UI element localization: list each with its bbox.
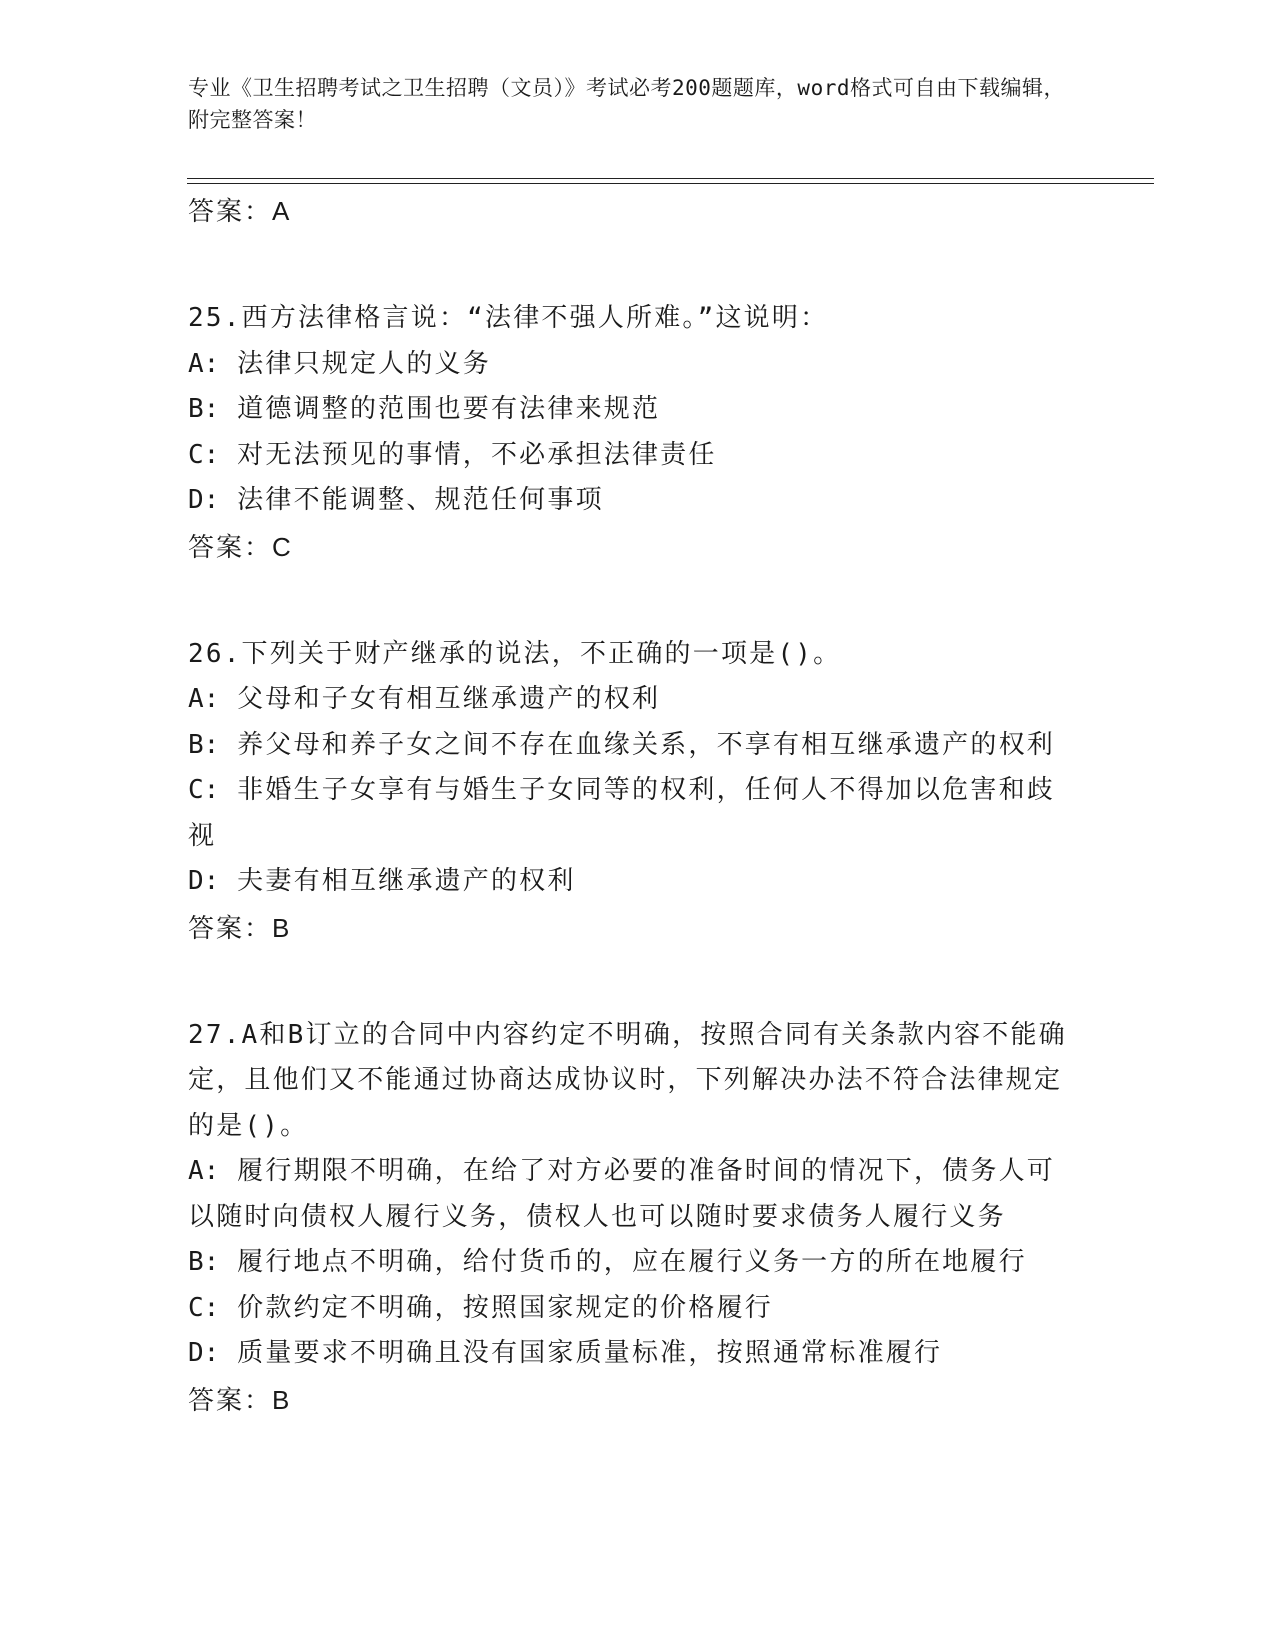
option-a xyxy=(188,342,1068,388)
document-body xyxy=(188,188,1088,1423)
option-letter: D: xyxy=(188,866,220,896)
answer-label: 答案： xyxy=(188,196,273,226)
option-b xyxy=(188,723,1068,769)
option-letter: B: xyxy=(188,1247,220,1277)
question-answer xyxy=(188,524,1088,570)
option-b xyxy=(188,1240,1068,1286)
option-text: 履行期限不明确，在给了对方必要的准备时间的情况下，债务人可以随时向债权人履行义务，债权人也可以随时要求债务人履行义务 xyxy=(188,1156,1055,1232)
header-description: 专业《卫生招聘考试之卫生招聘（文员）》考试必考200题题库，word格式可自由下载编辑，附完整答案！ xyxy=(188,76,1065,132)
option-letter: A: xyxy=(188,348,220,379)
option-a xyxy=(188,1149,1068,1240)
answer-value: A xyxy=(272,196,291,226)
answer-label: 答案： xyxy=(188,531,273,562)
option-d xyxy=(188,1331,1068,1377)
option-text: 法律只规定人的义务 xyxy=(237,348,491,379)
option-text: 法律不能调整、规范任何事项 xyxy=(237,485,604,515)
option-letter: D: xyxy=(188,1338,220,1368)
answer-value: B xyxy=(272,1384,291,1415)
header-divider-bottom xyxy=(187,183,1154,184)
option-text: 夫妻有相互继承遗产的权利 xyxy=(237,866,576,896)
option-c xyxy=(188,1286,1068,1332)
option-c xyxy=(188,768,1068,859)
option-letter: B: xyxy=(188,394,220,424)
option-text: 非婚生子女享有与婚生子女同等的权利，任何人不得加以危害和歧视 xyxy=(188,775,1055,851)
option-text: 对无法预见的事情，不必承担法律责任 xyxy=(237,439,717,470)
option-c xyxy=(188,433,1068,479)
document-header xyxy=(188,72,1068,136)
option-letter: A: xyxy=(188,684,220,714)
option-text: 父母和子女有相互继承遗产的权利 xyxy=(237,684,661,714)
option-letter: C: xyxy=(188,775,220,805)
question-25 xyxy=(188,296,1088,570)
option-letter: B: xyxy=(188,729,220,760)
option-d xyxy=(188,859,1068,905)
answer-label: 答案： xyxy=(188,912,273,943)
option-a xyxy=(188,677,1068,723)
previous-answer xyxy=(188,188,1088,234)
option-d xyxy=(188,478,1068,524)
question-26 xyxy=(188,632,1088,951)
header-divider-top xyxy=(187,178,1154,179)
question-stem: 27.A和B订立的合同中内容约定不明确，按照合同有关条款内容不能确定，且他们又不能通过协商达成协议时，下列解决办法不符合法律规定的是()。 xyxy=(188,1019,1067,1141)
option-letter: C: xyxy=(188,1292,220,1323)
question-answer xyxy=(188,1377,1088,1423)
answer-value: B xyxy=(272,912,291,943)
option-letter: A: xyxy=(188,1156,220,1186)
question-answer xyxy=(188,905,1088,951)
option-letter: C: xyxy=(188,439,220,470)
question-27 xyxy=(188,1013,1088,1423)
question-stem: 25.西方法律格言说：“法律不强人所难。”这说明： xyxy=(188,303,829,333)
option-b xyxy=(188,387,1068,433)
option-text: 履行地点不明确，给付货币的，应在履行义务一方的所在地履行 xyxy=(237,1247,1027,1277)
option-text: 养父母和养子女之间不存在血缘关系，不享有相互继承遗产的权利 xyxy=(237,729,1055,760)
option-text: 质量要求不明确且没有国家质量标准，按照通常标准履行 xyxy=(237,1338,943,1368)
question-stem: 26.下列关于财产继承的说法，不正确的一项是()。 xyxy=(188,638,842,669)
option-text: 价款约定不明确，按照国家规定的价格履行 xyxy=(237,1292,773,1323)
answer-label: 答案： xyxy=(188,1384,273,1415)
option-text: 道德调整的范围也要有法律来规范 xyxy=(237,394,661,424)
answer-value: C xyxy=(272,531,292,562)
option-letter: D: xyxy=(188,485,220,515)
